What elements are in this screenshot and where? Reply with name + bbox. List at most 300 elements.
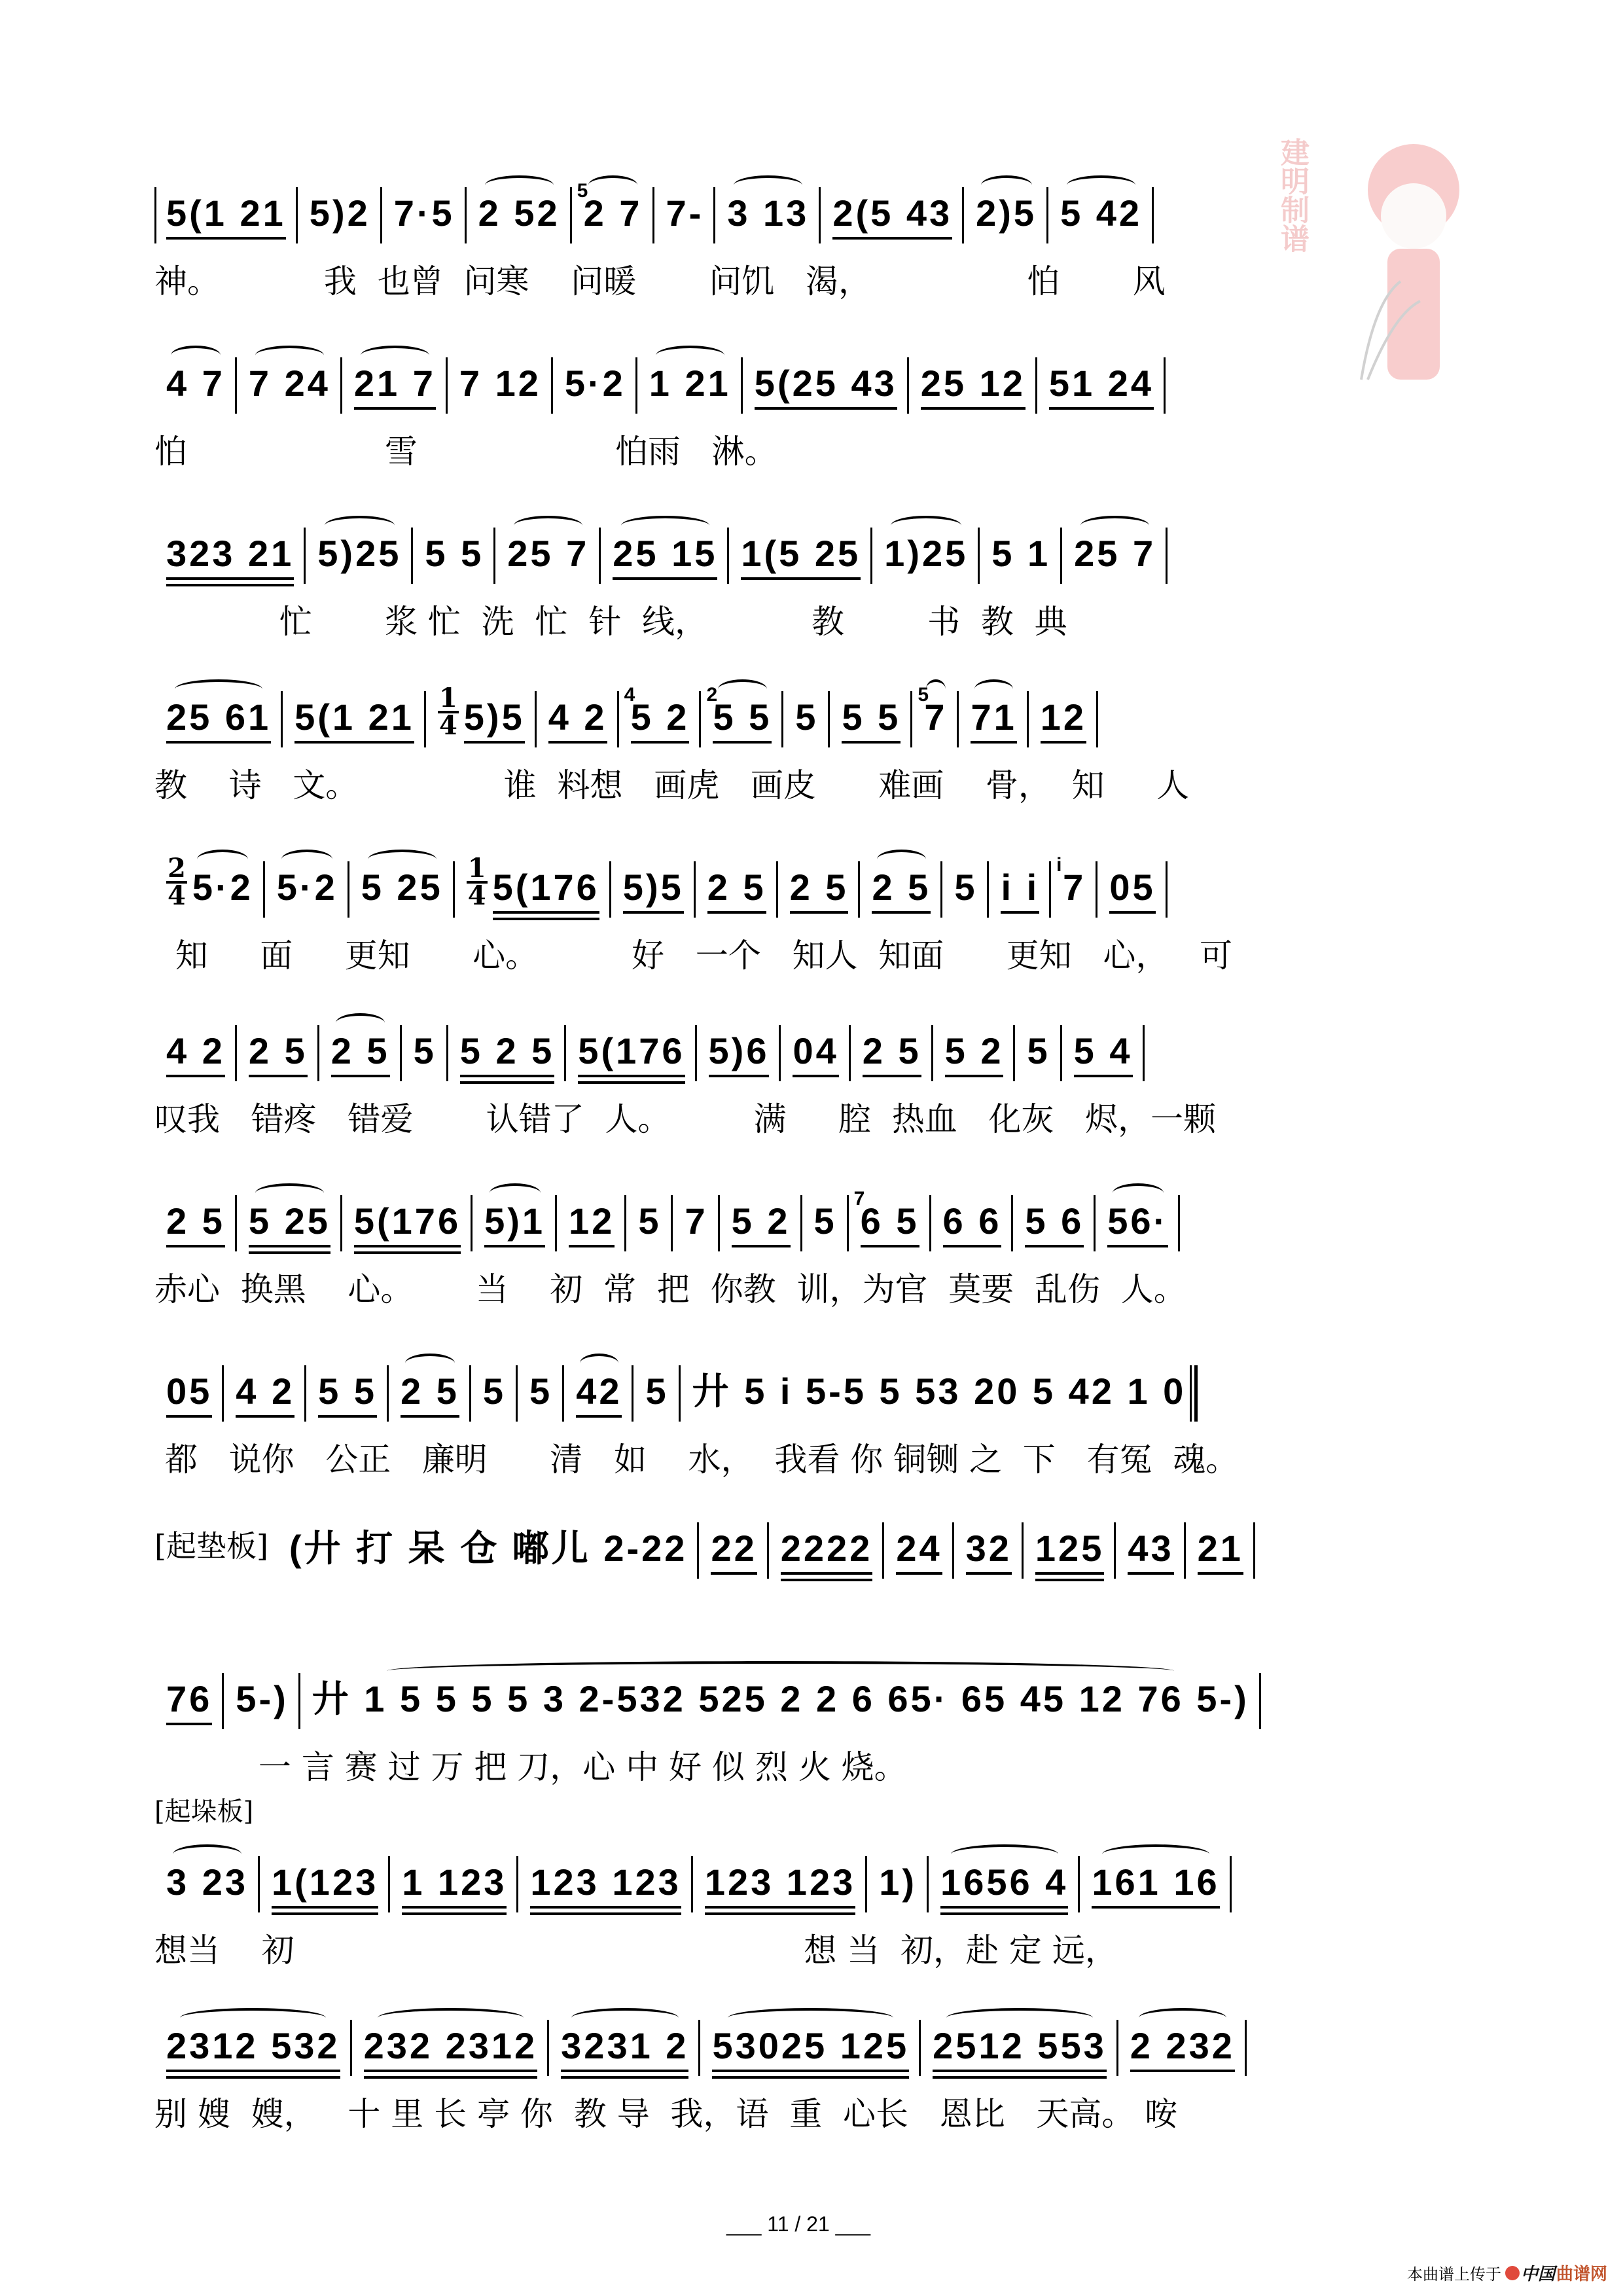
note-group: 廾 1 5 5 5 5 3 2-532 525 2 2 6 65· 65 45 12 76 5-) xyxy=(312,1681,1249,1734)
slur-arc-icon xyxy=(718,679,767,699)
note-group: 2222 xyxy=(781,1530,873,1584)
note-group: 42 xyxy=(576,1373,622,1427)
measure xyxy=(495,504,601,589)
note-group: 53025 125 xyxy=(712,2028,909,2081)
note-group: 3231 2 xyxy=(561,2028,688,2081)
watermark-text: 建明制谱 xyxy=(1275,137,1309,253)
measure xyxy=(154,1342,224,1427)
note-group: 5 2 xyxy=(945,1033,1004,1086)
slur-arc-icon xyxy=(571,2008,679,2028)
notation-row xyxy=(154,1833,1470,1918)
note-group: 123 123 xyxy=(530,1864,681,1918)
measure xyxy=(1116,1499,1185,1584)
measure xyxy=(382,164,467,249)
note-group: 5 xyxy=(795,696,819,738)
measure xyxy=(413,504,495,589)
measure xyxy=(720,1172,802,1257)
measure xyxy=(260,1833,390,1918)
note-group: 25 7 xyxy=(1074,535,1156,589)
slur-arc-icon xyxy=(490,1183,541,1203)
grace-note: i xyxy=(1056,854,1065,876)
site-logo[interactable] xyxy=(1505,2261,1607,2285)
barline xyxy=(1178,1195,1180,1251)
measure xyxy=(830,668,912,753)
note-group: 7 i xyxy=(1063,869,1086,923)
note-group: 4 2 xyxy=(548,699,607,753)
measure xyxy=(867,1833,929,1918)
measure xyxy=(1037,334,1166,419)
measure xyxy=(931,1172,1014,1257)
time-signature-denominator: 4 xyxy=(168,880,186,911)
note-group: 5(176 xyxy=(354,1203,461,1257)
measure xyxy=(549,1996,700,2081)
note-group: 2 5 xyxy=(872,869,931,923)
note-group: 5(1 21 xyxy=(294,699,414,753)
note-group: 5 4 xyxy=(1074,1033,1133,1086)
note-group: 5)2 xyxy=(309,192,370,234)
measure xyxy=(700,1996,921,2081)
measure xyxy=(448,1001,567,1086)
notation-row xyxy=(154,334,1470,419)
slur-arc-icon xyxy=(281,850,332,869)
measure xyxy=(778,838,861,923)
notation-row xyxy=(154,1996,1470,2081)
note-group: 1(5 25 xyxy=(741,535,861,589)
barline xyxy=(1166,528,1168,584)
double-barline xyxy=(1190,1365,1198,1422)
note-group: 43 xyxy=(1128,1530,1173,1584)
measure xyxy=(277,1499,700,1584)
slur-arc-icon xyxy=(485,175,554,195)
note-group: 71 xyxy=(971,699,1016,753)
note-group: 7 5 xyxy=(924,699,947,753)
measure xyxy=(352,1996,550,2081)
slur-arc-icon xyxy=(621,516,709,535)
measure xyxy=(518,1833,692,1918)
note-group: 56· xyxy=(1107,1203,1168,1257)
lyrics-line: 都 说你 公正 廉明 清 如 水， 我看 你 铜铡 之 下 有冤 魂。 xyxy=(154,1441,1239,1479)
grace-note: 7 xyxy=(853,1188,868,1210)
upload-credit xyxy=(1407,2261,1607,2285)
measure xyxy=(1051,838,1097,923)
note-group: 25 61 xyxy=(166,699,271,753)
measure xyxy=(1062,504,1168,589)
time-signature xyxy=(438,683,459,753)
measure xyxy=(154,1649,224,1734)
note-group: 7 24 xyxy=(249,365,330,419)
notation-row xyxy=(154,1499,1470,1584)
note-group: 5 5 xyxy=(425,533,484,574)
note-group: 5)1 xyxy=(484,1203,545,1257)
note-group: 7- xyxy=(666,192,704,234)
measure xyxy=(626,1172,673,1257)
measure xyxy=(729,504,872,589)
notation-row xyxy=(154,504,1470,589)
note-group: 5 xyxy=(413,1030,437,1071)
note-group: 5-) xyxy=(236,1678,289,1719)
slur-arc-icon xyxy=(951,1844,1058,1864)
measure xyxy=(154,668,283,753)
slur-arc-icon xyxy=(1080,516,1149,535)
measure xyxy=(1097,838,1167,923)
measure xyxy=(860,838,942,923)
note-group: 25 15 xyxy=(613,535,717,589)
note-group: 2(5 43 xyxy=(832,195,952,249)
note-group: 5(176 xyxy=(493,869,599,923)
measure xyxy=(237,1001,319,1086)
measure xyxy=(154,164,298,249)
grace-note: 5 xyxy=(577,180,591,202)
measure xyxy=(402,1001,448,1086)
barline xyxy=(1096,691,1098,747)
note-group: 6 5 7 xyxy=(861,1203,919,1257)
notation-row xyxy=(154,668,1470,753)
measure xyxy=(448,334,553,419)
lyrics-line: 忙 浆 忙 洗 忙 针 线， 教 书 教 典 xyxy=(154,603,1067,641)
measure xyxy=(959,668,1028,753)
notation-row xyxy=(154,1001,1470,1086)
note-group: 323 21 xyxy=(166,535,294,589)
slur-arc-icon xyxy=(946,2008,1092,2028)
measure xyxy=(342,1172,473,1257)
measure xyxy=(769,1499,885,1584)
note-group: 6 6 xyxy=(943,1203,1002,1257)
measure xyxy=(154,1833,260,1918)
measure xyxy=(473,1172,557,1257)
measure xyxy=(701,668,783,753)
measure xyxy=(154,334,237,419)
measure xyxy=(654,164,716,249)
measure xyxy=(954,1499,1024,1584)
note-group: 5 xyxy=(529,1371,553,1412)
slur-arc-icon xyxy=(180,2008,326,2028)
note-group: 05 xyxy=(166,1373,212,1427)
note-group: (廾 打 呆 仓 嘟儿 2-22 xyxy=(289,1528,688,1569)
measure xyxy=(929,1833,1080,1918)
measure xyxy=(851,1001,933,1086)
lyrics-line: 一 言 赛 过 万 把 刀，心 中 好 似 烈 火 烧。 xyxy=(154,1748,907,1786)
note-group: 5)6 xyxy=(709,1033,770,1086)
slur-arc-icon xyxy=(981,175,1032,195)
note-group: 2 5 xyxy=(863,1033,921,1086)
lyrics-line: 赤心 换黑 心。 当 初 常 把 你教 训，为官 莫要 乱伤 人。 xyxy=(154,1270,1186,1308)
note-group: 1(123 xyxy=(272,1864,378,1918)
barline xyxy=(1164,357,1166,414)
measure xyxy=(743,334,909,419)
slur-arc-icon xyxy=(175,679,263,699)
slur-arc-icon xyxy=(171,346,220,365)
note-group: 1 21 xyxy=(649,365,731,419)
note-group: 7 xyxy=(685,1200,708,1242)
measure xyxy=(518,1342,564,1427)
measure xyxy=(1048,164,1154,249)
note-group: 22 xyxy=(711,1530,757,1584)
measure xyxy=(553,334,637,419)
measure xyxy=(933,1001,1016,1086)
barline xyxy=(1230,1856,1232,1912)
barline xyxy=(1259,1673,1261,1729)
measure xyxy=(154,1172,237,1257)
note-group: 5 5 xyxy=(842,699,901,753)
note-group: 7·5 xyxy=(393,192,455,234)
note-group: 5 xyxy=(645,1371,669,1412)
measure xyxy=(781,1001,850,1086)
slur-arc-icon xyxy=(974,679,1013,699)
notation-row xyxy=(154,1649,1470,1734)
note-group: 4 2 xyxy=(166,1033,225,1086)
measure xyxy=(1080,1833,1231,1918)
note-group: 4 2 xyxy=(236,1373,294,1427)
note-group: 7 12 xyxy=(459,363,541,404)
measure xyxy=(1029,668,1098,753)
note-group: 2 5 xyxy=(166,1203,225,1257)
measure xyxy=(390,1833,518,1918)
note-group: 12 xyxy=(569,1203,615,1257)
lyrics-line xyxy=(154,1590,1470,1636)
slur-arc-icon xyxy=(514,516,582,535)
note-group: 12 xyxy=(1041,699,1086,753)
lyrics-line: 教 诗 文。 谁 料想 画虎 画皮 难画 骨， 知 人 xyxy=(154,766,1190,804)
measure xyxy=(1013,1172,1096,1257)
measure xyxy=(224,1342,306,1427)
measure xyxy=(349,838,455,923)
note-group: 5·2 xyxy=(192,869,253,923)
grace-note: 2 xyxy=(706,684,721,706)
measure xyxy=(715,164,821,249)
note-group: 3 23 xyxy=(166,1864,248,1918)
page-number: ___ 11 / 21 ___ xyxy=(726,2212,871,2236)
upload-note-text: 本曲谱上传于 xyxy=(1407,2265,1501,2284)
measure xyxy=(154,1996,352,2081)
measure xyxy=(1024,1499,1116,1584)
note-group: 1 123 xyxy=(402,1864,507,1918)
measure xyxy=(455,838,611,923)
measure xyxy=(298,164,382,249)
section-marker: [起垫板] xyxy=(154,1528,268,1564)
measure xyxy=(557,1172,626,1257)
measure xyxy=(821,164,964,249)
measure xyxy=(619,668,702,753)
measure xyxy=(884,1499,954,1584)
measure xyxy=(224,1649,300,1734)
measure xyxy=(980,504,1062,589)
measure xyxy=(909,334,1037,419)
note-group: 5)25 xyxy=(317,535,401,589)
measure xyxy=(537,668,619,753)
note-group: 5 2 xyxy=(732,1203,791,1257)
note-group: 5 xyxy=(1027,1030,1050,1071)
slur-arc-icon xyxy=(891,516,961,535)
notation-row xyxy=(154,1342,1470,1427)
note-group: 21 7 xyxy=(354,365,436,419)
measure xyxy=(697,1001,781,1086)
note-group: 5 25 xyxy=(361,869,443,923)
slur-arc-icon xyxy=(255,1183,324,1203)
note-group: 5(25 43 xyxy=(755,365,897,419)
time-signature xyxy=(166,853,187,923)
slur-arc-icon xyxy=(405,1354,454,1373)
note-group: 5 1 xyxy=(991,533,1051,574)
measure xyxy=(681,1342,1198,1427)
measure xyxy=(154,504,306,589)
slur-arc-icon xyxy=(336,1013,385,1033)
barline xyxy=(1253,1522,1255,1579)
slur-arc-icon xyxy=(255,346,324,365)
note-group: 5 xyxy=(638,1200,662,1242)
notation-row xyxy=(154,1172,1470,1257)
measure xyxy=(566,1001,696,1086)
time-signature xyxy=(467,853,488,923)
measure xyxy=(633,1342,680,1427)
measure xyxy=(699,1499,768,1584)
measure xyxy=(849,1172,931,1257)
note-group: 04 xyxy=(793,1033,838,1086)
note-group: 5·2 xyxy=(564,363,626,404)
measure xyxy=(1186,1499,1255,1584)
note-group: 25 12 xyxy=(921,365,1026,419)
notation-row xyxy=(154,838,1470,923)
note-group: 5 2 5 xyxy=(460,1033,555,1086)
slur-arc-icon xyxy=(580,1354,618,1373)
note-group: 5 6 xyxy=(1025,1203,1084,1257)
note-group: 5 xyxy=(954,867,978,908)
slur-arc-icon xyxy=(1139,2008,1227,2028)
measure xyxy=(802,1172,849,1257)
slur-arc-icon xyxy=(197,850,248,869)
lyrics-line: 别 嫂 嫂， 十 里 长 亭 你 教 导 我，语 重 心长 恩比 天高。 咹 xyxy=(154,2095,1178,2133)
note-group: 2312 532 xyxy=(166,2028,340,2081)
lyrics-line: 叹我 错疼 错爱 认错了 人。 满 腔 热血 化灰 烬，一颗 xyxy=(154,1100,1217,1138)
note-group: 232 2312 xyxy=(364,2028,538,2081)
slur-arc-icon xyxy=(728,2008,893,2028)
measure xyxy=(564,1342,633,1427)
note-group: 4 7 xyxy=(166,365,225,419)
measure xyxy=(964,164,1048,249)
note-group: 5 xyxy=(813,1200,837,1242)
barline xyxy=(1245,2020,1247,2076)
barline xyxy=(1152,187,1154,243)
note-group: 32 xyxy=(966,1530,1012,1584)
measure xyxy=(154,1001,237,1086)
measure xyxy=(237,334,342,419)
measure xyxy=(637,334,743,419)
measure xyxy=(306,504,413,589)
measure xyxy=(1015,1001,1061,1086)
note-group: 5 42 xyxy=(1060,195,1142,249)
time-signature-denominator: 4 xyxy=(467,880,486,911)
note-group: 1656 4 xyxy=(940,1864,1068,1918)
measure xyxy=(471,1342,518,1427)
measure xyxy=(300,1649,1261,1734)
note-group: 廾 5 i 5-5 5 53 20 5 42 1 0 xyxy=(692,1371,1186,1412)
measure xyxy=(342,334,448,419)
note-group: i i xyxy=(1001,869,1039,923)
note-group: 2 5 xyxy=(331,1033,390,1086)
measure xyxy=(237,1172,342,1257)
note-group: 21 xyxy=(1198,1530,1243,1584)
measure xyxy=(696,838,778,923)
measure xyxy=(912,668,959,753)
note-group: 5)5 xyxy=(623,869,684,923)
measure xyxy=(1062,1001,1145,1086)
measure xyxy=(872,504,980,589)
note-group: 5)5 xyxy=(464,699,525,753)
measure xyxy=(942,838,989,923)
measure xyxy=(467,164,572,249)
note-group: 25 7 xyxy=(507,535,589,589)
measure xyxy=(601,504,729,589)
slur-arc-icon xyxy=(877,850,926,869)
slur-arc-icon xyxy=(368,850,437,869)
note-group: 3 13 xyxy=(727,195,809,249)
measure xyxy=(306,1342,389,1427)
slur-arc-icon xyxy=(361,346,429,365)
note-group: 1)25 xyxy=(884,535,968,589)
lyrics-line: 知 面 更知 心。 好 一个 知人 知面 更知 心， 可 xyxy=(154,937,1232,975)
note-group: 123 123 xyxy=(705,1864,855,1918)
slur-arc-icon xyxy=(325,516,395,535)
measure xyxy=(572,164,654,249)
note-group: 5 25 xyxy=(249,1203,330,1257)
barline xyxy=(1166,861,1168,918)
note-group: 5(176 xyxy=(578,1033,685,1086)
note-group: 125 xyxy=(1035,1530,1104,1584)
note-group: 2 5 xyxy=(790,869,849,923)
measure xyxy=(426,668,537,753)
note-group: 5(1 21 xyxy=(166,195,286,249)
time-signature-numerator: 1 xyxy=(438,683,457,713)
measure xyxy=(693,1833,867,1918)
lyrics-line: 神。 我 也曾 问寒 问暖 问饥 渴， 怕 风 xyxy=(154,262,1166,300)
note-group: 5 2 4 xyxy=(631,699,690,753)
lyrics-line: 怕 雪 怕雨 淋。 xyxy=(154,433,777,471)
time-signature-numerator: 1 xyxy=(467,853,486,884)
slur-arc-icon xyxy=(387,1661,1174,1681)
note-group: 2 52 xyxy=(478,195,560,249)
note-group: 5 5 2 xyxy=(713,699,772,753)
measure xyxy=(783,668,830,753)
slur-arc-icon xyxy=(656,346,724,365)
note-group: 2 5 xyxy=(401,1373,459,1427)
note-group: 5 5 xyxy=(318,1373,377,1427)
note-group: 24 xyxy=(896,1530,942,1584)
slur-arc-icon xyxy=(734,175,802,195)
measure xyxy=(389,1342,471,1427)
measure xyxy=(265,838,349,923)
measure xyxy=(283,668,426,753)
note-group: 2 7 5 xyxy=(584,195,643,249)
slur-arc-icon xyxy=(378,2008,524,2028)
site-name-part-b: 曲谱网 xyxy=(1556,2265,1608,2284)
note-group: 5·2 xyxy=(277,869,338,923)
note-group: 2512 553 xyxy=(933,2028,1107,2081)
slur-arc-icon xyxy=(1067,175,1135,195)
measure xyxy=(989,838,1051,923)
note-group: 05 xyxy=(1109,869,1155,923)
slur-arc-icon xyxy=(1113,1183,1164,1203)
section-marker: [起垛板] xyxy=(154,1797,254,1827)
grace-note: 5 xyxy=(918,684,931,706)
time-signature-denominator: 4 xyxy=(438,710,457,741)
slur-arc-icon xyxy=(1102,1844,1209,1864)
lyrics-line: 想当 初 想 当 初，赴 定 远， xyxy=(154,1931,1118,1969)
measure xyxy=(154,838,265,923)
note-group: 2 5 xyxy=(707,869,766,923)
note-group: 161 16 xyxy=(1092,1864,1219,1918)
note-group: 2)5 xyxy=(976,195,1037,249)
slur-arc-icon xyxy=(173,1844,241,1864)
site-logo-icon xyxy=(1505,2266,1520,2280)
